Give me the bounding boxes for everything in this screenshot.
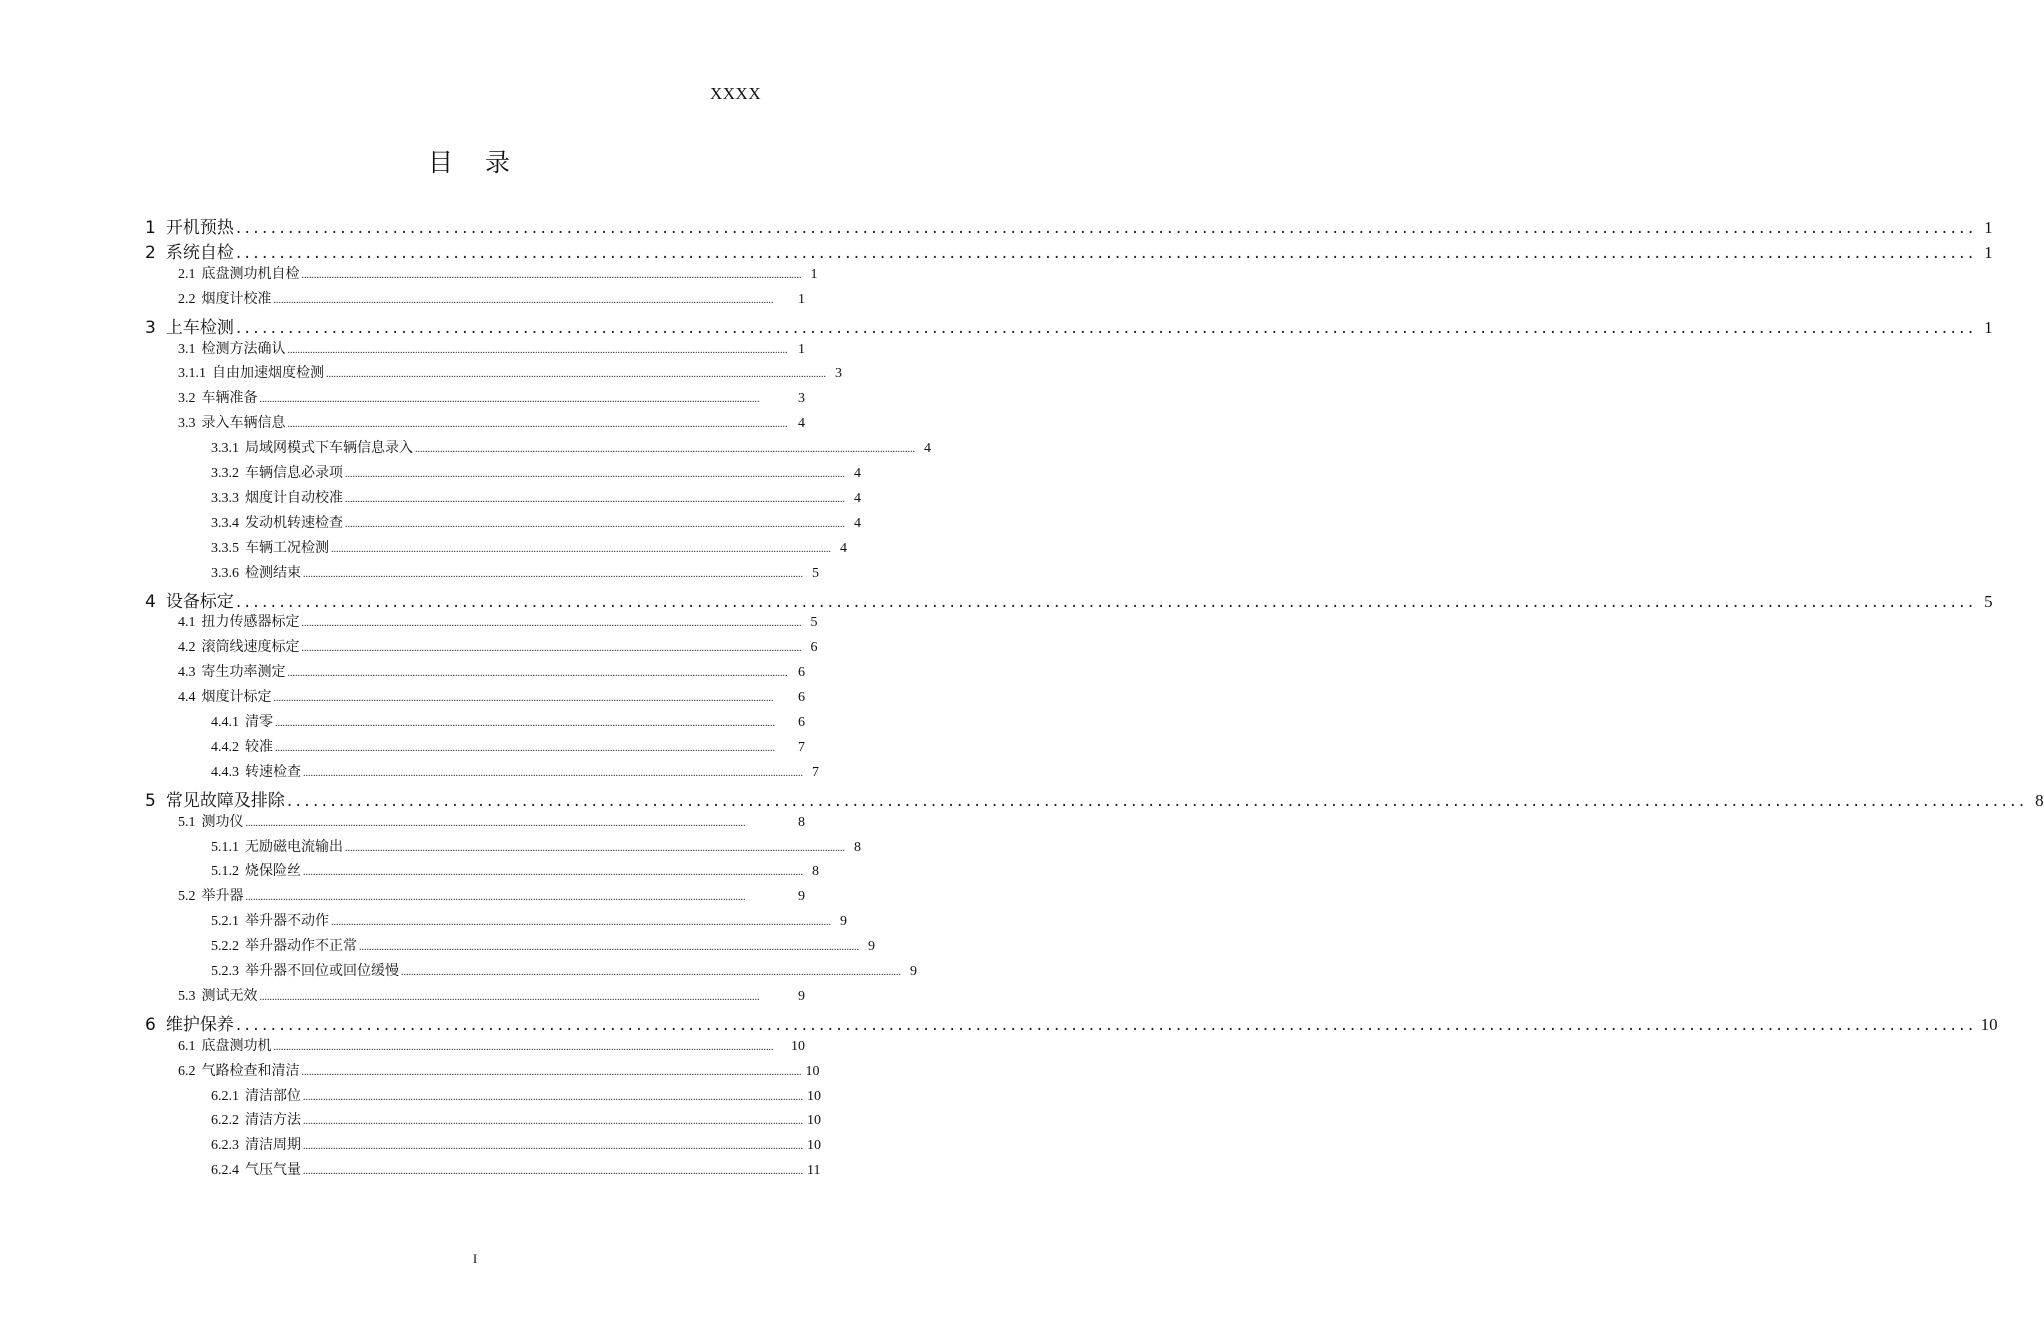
toc-entry[interactable] [178, 288, 805, 312]
toc-entry-number: 5.2 [178, 889, 196, 905]
dot-leader: ........................................................................................................................................................................................................ [326, 369, 826, 381]
dot-leader: ........................................................................................................................................................................................................ [359, 942, 859, 954]
toc-entry-page: 3 [798, 391, 805, 407]
toc-entry[interactable] [178, 611, 818, 635]
dot-leader: ........................................................................................................................................................................................................ [259, 394, 760, 406]
toc-entry[interactable] [211, 836, 861, 860]
toc-entry-number: 3.3.2 [211, 466, 239, 481]
toc-entry-number: 3.3.3 [211, 490, 239, 506]
toc-entry-label: 维护保养 [165, 1014, 234, 1035]
toc-entry-label: 烟度计自动校准 [245, 490, 343, 506]
dot-leader: ........................................................................................................................................................................................................ [273, 1041, 774, 1053]
toc-entry-page: 10 [807, 1088, 821, 1104]
dot-leader: ........................................................................................................................................................................................................ [235, 1014, 1977, 1035]
toc-entry-label: 扭力传感器标定 [201, 615, 300, 631]
toc-entry[interactable] [211, 910, 847, 934]
toc-entry-page: 8 [798, 814, 805, 830]
toc-entry-label: 举升器动作不正常 [245, 939, 357, 955]
toc-entry-page: 9 [798, 988, 805, 1004]
toc-entry-number: 1 [145, 218, 156, 238]
toc-entry-page: 6 [798, 690, 805, 706]
toc-entry-label: 开机预热 [165, 218, 234, 238]
toc-entry[interactable] [178, 362, 842, 386]
toc-entry-number: 3.3.1 [211, 441, 239, 457]
toc-entry-number: 5.2.3 [211, 964, 239, 979]
toc-entry-page: 4 [854, 515, 861, 531]
toc-entry-number: 6.1 [178, 1038, 196, 1054]
toc-entry[interactable] [211, 437, 931, 461]
dot-leader: ........................................................................................................................................................................................................ [235, 242, 1977, 263]
toc-entry[interactable] [145, 587, 1993, 612]
toc-entry-page: 5 [812, 565, 819, 581]
dot-leader: ........................................................................................................................................................................................................ [235, 591, 1977, 612]
toc-entry[interactable] [211, 562, 819, 586]
toc-entry-number: 4.4.2 [211, 739, 239, 755]
toc-entry-number: 3.3.4 [211, 515, 239, 531]
toc-entry[interactable] [211, 960, 917, 984]
dot-leader: ........................................................................................................................................................................................................ [301, 643, 802, 655]
toc-entry[interactable] [211, 935, 875, 959]
toc-entry-page: 5 [810, 615, 818, 631]
toc-entry-label: 寄生功率测定 [201, 665, 286, 681]
toc-entry-number: 6 [145, 1014, 156, 1035]
toc-entry-page: 10 [1980, 1014, 1998, 1034]
toc-entry-number: 4.3 [178, 665, 196, 681]
toc-entry-label: 转速检查 [245, 764, 301, 780]
toc-entry-page: 6 [810, 640, 818, 656]
dot-leader: ........................................................................................................................................................................................................ [303, 1116, 803, 1128]
dot-leader: ........................................................................................................................................................................................................ [345, 842, 845, 854]
toc-entry-page: 5 [1984, 591, 1993, 611]
toc-entry-number: 5.1.1 [211, 839, 239, 855]
toc-entry-label: 气路检查和清洁 [201, 1063, 300, 1079]
toc-entry-page: 1 [810, 266, 818, 282]
toc-entry-label: 录入车辆信息 [201, 416, 286, 432]
toc-entry-number: 5.1 [178, 814, 196, 830]
toc-entry-label: 设备标定 [165, 591, 234, 612]
dot-leader: ........................................................................................................................................................................................................ [415, 444, 915, 456]
toc-entry[interactable] [178, 636, 818, 660]
toc-entry[interactable] [178, 885, 805, 909]
dot-leader: ........................................................................................................................................................................................................ [301, 618, 802, 630]
toc-entry-label: 检测结束 [245, 565, 301, 581]
dot-leader: ........................................................................................................................................................................................................ [331, 543, 831, 555]
toc-entry-label: 测功仪 [201, 814, 244, 830]
toc-entry[interactable] [178, 1060, 820, 1084]
toc-entry-label: 检测方法确认 [201, 341, 286, 357]
toc-entry[interactable] [211, 487, 861, 511]
dot-leader: ........................................................................................................................................................................................................ [235, 317, 1977, 338]
dot-leader: ........................................................................................................................................................................................................ [259, 991, 760, 1003]
toc-entry[interactable] [211, 711, 805, 735]
toc-entry-label: 测试无效 [201, 988, 258, 1004]
toc-entry-page: 9 [840, 914, 847, 930]
toc-entry-label: 局域网模式下车辆信息录入 [245, 441, 413, 457]
toc-entry[interactable] [178, 387, 805, 411]
dot-leader: ........................................................................................................................................................................................................ [287, 419, 788, 431]
toc-entry-number: 6.2 [178, 1063, 196, 1079]
toc-entry[interactable] [178, 412, 805, 436]
toc-entry-number: 4.4 [178, 690, 196, 706]
toc-entry-label: 系统自检 [165, 242, 234, 263]
toc-entry-label: 举升器 [201, 889, 244, 905]
toc-entry-page: 8 [854, 839, 861, 855]
toc-entry-label: 举升器不动作 [245, 914, 329, 930]
toc-entry[interactable] [178, 686, 805, 710]
toc-entry-page: 7 [812, 764, 819, 780]
toc-entry-number: 3.3.5 [211, 540, 239, 556]
toc-entry[interactable] [211, 512, 861, 536]
toc-entry-label: 滚筒线速度标定 [201, 640, 300, 656]
dot-leader: ........................................................................................................................................................................................................ [287, 344, 788, 356]
toc-entry-label: 上车检测 [165, 317, 234, 338]
toc-entry[interactable] [178, 263, 818, 287]
toc-entry-number: 3 [145, 317, 156, 338]
toc-entry-page: 9 [868, 939, 875, 955]
toc-entry-number: 4.4.3 [211, 764, 239, 780]
dot-leader: ........................................................................................................................................................................................................ [303, 1166, 803, 1178]
toc-entry-page: 4 [924, 441, 931, 457]
toc-entry-page: 3 [835, 366, 842, 382]
dot-leader: ........................................................................................................................................................................................................ [345, 493, 845, 505]
dot-leader: ........................................................................................................................................................................................................ [303, 867, 803, 879]
toc-entry-number: 4 [145, 591, 156, 612]
dot-leader: ........................................................................................................................................................................................................ [345, 518, 845, 530]
dot-leader: ........................................................................................................................................................................................................ [301, 1066, 802, 1078]
toc-entry-label: 清洁部位 [245, 1088, 301, 1104]
toc-entry-number: 2 [145, 242, 156, 263]
toc-entry[interactable] [178, 1035, 805, 1059]
dot-leader: ........................................................................................................................................................................................................ [286, 790, 2028, 811]
dot-leader: ........................................................................................................................................................................................................ [275, 718, 775, 729]
toc-entry-page: 8 [2035, 790, 2044, 810]
toc-entry-label: 发动机转速检查 [245, 515, 343, 531]
toc-entry-number: 6.2.4 [211, 1163, 239, 1179]
toc-entry-number: 5.3 [178, 988, 196, 1004]
dot-leader: ........................................................................................................................................................................................................ [245, 817, 746, 829]
toc-entry-page: 8 [812, 864, 819, 880]
toc-entry[interactable] [178, 811, 805, 835]
toc-entry-label: 举升器不回位或回位缓慢 [245, 964, 399, 979]
dot-leader: ........................................................................................................................................................................................................ [345, 469, 845, 480]
toc-entry-page: 11 [807, 1163, 821, 1179]
dot-leader: ........................................................................................................................................................................................................ [245, 892, 746, 904]
toc-entry-label: 较准 [245, 739, 273, 755]
toc-entry-label: 自由加速烟度检测 [212, 366, 324, 382]
toc-entry-label: 清洁方法 [245, 1113, 301, 1129]
toc-entry-page: 7 [798, 739, 805, 755]
toc-entry[interactable] [211, 537, 847, 561]
toc-entry-page: 1 [1984, 317, 1993, 337]
toc-entry-page: 4 [854, 466, 861, 481]
toc-entry-label: 车辆工况检测 [245, 540, 329, 556]
toc-entry[interactable] [145, 1010, 1998, 1035]
toc-entry-label: 烟度计标定 [201, 690, 272, 706]
toc-entry-page: 9 [798, 889, 805, 905]
toc-entry-page: 10 [807, 1138, 821, 1154]
toc-entry-page: 4 [840, 540, 847, 556]
toc-entry-number: 5 [145, 790, 156, 811]
toc-entry-label: 烧保险丝 [245, 864, 301, 880]
toc-entry-number: 3.2 [178, 391, 196, 407]
toc-entry-number: 4.4.1 [211, 715, 239, 730]
toc-entry[interactable] [145, 313, 1993, 338]
toc-entry[interactable] [211, 761, 819, 785]
toc-entry[interactable] [178, 338, 805, 362]
toc-entry[interactable] [211, 462, 861, 486]
toc-entry-label: 无励磁电流输出 [245, 839, 343, 855]
dot-leader: ........................................................................................................................................................................................................ [275, 742, 775, 754]
dot-leader: ........................................................................................................................................................................................................ [303, 1141, 803, 1153]
toc-entry[interactable] [211, 1109, 821, 1133]
page-title: 目 录 [428, 148, 522, 177]
toc-entry-number: 2.1 [178, 266, 196, 282]
dot-leader: ........................................................................................................................................................................................................ [331, 917, 831, 929]
toc-entry-label: 清洁周期 [245, 1138, 301, 1154]
toc-entry-page: 4 [798, 416, 805, 432]
dot-leader: ........................................................................................................................................................................................................ [235, 218, 1977, 238]
toc-entry-label: 车辆信息必录项 [245, 466, 343, 481]
toc-entry-number: 4.2 [178, 640, 196, 656]
toc-entry-page: 1 [1984, 218, 1993, 237]
toc-entry-page: 6 [798, 715, 805, 730]
toc-entry[interactable] [211, 1134, 821, 1158]
toc-entry-page: 1 [798, 291, 805, 307]
toc-entry-number: 6.2.1 [211, 1088, 239, 1104]
toc-entry-page: 6 [798, 665, 805, 681]
toc-entry-number: 3.3 [178, 416, 196, 432]
toc-entry-number: 5.1.2 [211, 864, 239, 880]
toc-entry-label: 常见故障及排除 [165, 790, 285, 811]
toc-entry[interactable] [211, 860, 819, 884]
toc-entry-number: 3.3.6 [211, 565, 239, 581]
document-code: XXXX [710, 84, 762, 103]
toc-entry-number: 5.2.1 [211, 914, 239, 930]
toc-entry[interactable] [145, 213, 1993, 238]
toc-entry-label: 底盘测功机自检 [201, 266, 300, 282]
toc-entry-number: 6.2.2 [211, 1113, 239, 1129]
toc-entry-page: 4 [854, 490, 861, 506]
toc-entry-page: 10 [807, 1113, 821, 1129]
dot-leader: ........................................................................................................................................................................................................ [273, 693, 774, 705]
toc-entry[interactable] [211, 1159, 821, 1183]
dot-leader: ........................................................................................................................................................................................................ [273, 294, 774, 306]
toc-entry-number: 4.1 [178, 615, 196, 631]
toc-entry-label: 烟度计校准 [201, 291, 272, 307]
toc-entry[interactable] [211, 1085, 821, 1109]
toc-entry-page: 1 [1984, 242, 1993, 262]
toc-entry-label: 气压气量 [245, 1163, 301, 1179]
toc-entry[interactable] [178, 661, 805, 685]
toc-entry-label: 底盘测功机 [201, 1038, 272, 1054]
toc-entry-number: 2.2 [178, 291, 196, 307]
dot-leader: ........................................................................................................................................................................................................ [301, 269, 802, 281]
toc-entry-page: 1 [798, 341, 805, 357]
toc-entry-label: 清零 [245, 715, 273, 730]
toc-entry-number: 3.1.1 [178, 366, 206, 382]
toc-entry-page: 9 [910, 964, 917, 979]
page-number: I [472, 1251, 478, 1266]
toc-entry-number: 5.2.2 [211, 939, 239, 955]
toc-entry-number: 6.2.3 [211, 1138, 239, 1154]
dot-leader: ........................................................................................................................................................................................................ [303, 1091, 803, 1103]
toc-entry-page: 10 [805, 1063, 820, 1079]
toc-entry[interactable] [178, 985, 805, 1009]
toc-entry-page: 10 [791, 1038, 805, 1054]
dot-leader: ........................................................................................................................................................................................................ [303, 568, 803, 580]
toc-entry[interactable] [145, 238, 1993, 263]
dot-leader: ........................................................................................................................................................................................................ [303, 767, 803, 779]
dot-leader: ........................................................................................................................................................................................................ [401, 967, 901, 978]
dot-leader: ........................................................................................................................................................................................................ [287, 668, 788, 680]
toc-entry-number: 3.1 [178, 341, 196, 357]
toc-entry[interactable] [211, 736, 805, 760]
toc-entry-label: 车辆准备 [201, 391, 258, 407]
toc-entry[interactable] [145, 786, 2044, 811]
